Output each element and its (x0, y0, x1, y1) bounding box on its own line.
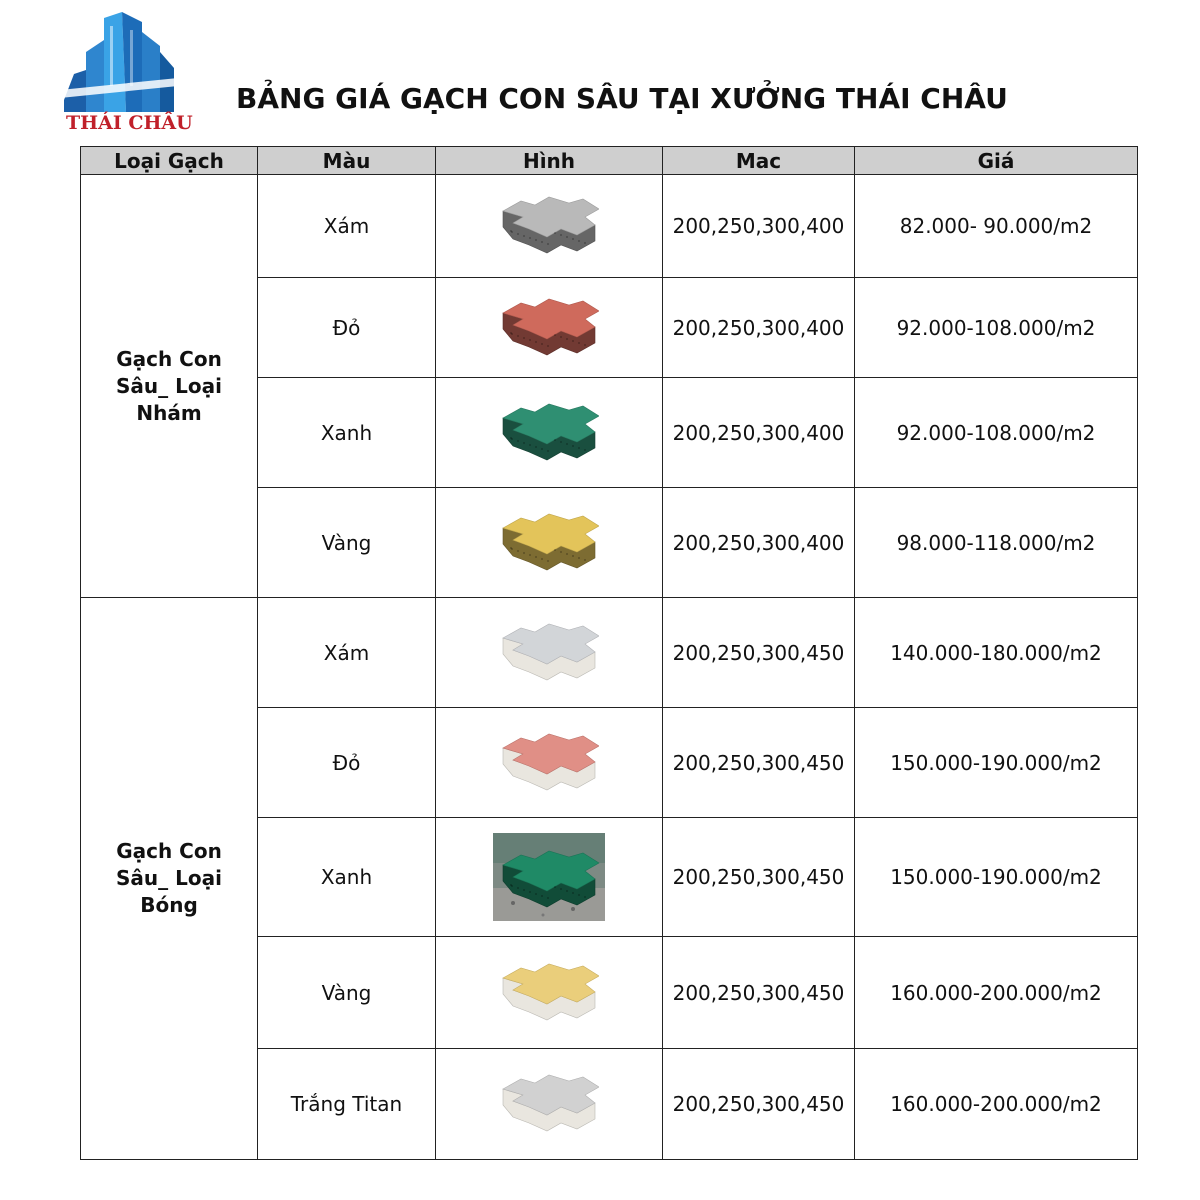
brick-icon (499, 189, 599, 263)
brick-type-cell: Gạch Con Sâu_ Loại Nhám (81, 175, 258, 598)
brick-icon (499, 1067, 599, 1141)
header-mac: Mac (663, 147, 855, 175)
brick-icon (499, 616, 599, 690)
brick-icon (493, 833, 605, 921)
brick-icon (499, 506, 599, 580)
price-cell: 82.000- 90.000/m2 (855, 175, 1138, 278)
mac-cell: 200,250,300,450 (663, 708, 855, 818)
color-cell: Xám (258, 598, 436, 708)
mac-cell: 200,250,300,450 (663, 818, 855, 937)
brick-image-cell (436, 708, 663, 818)
brick-image-cell (436, 175, 663, 278)
brick-image-cell (436, 937, 663, 1049)
building-icon (60, 12, 178, 112)
page-title: BẢNG GIÁ GẠCH CON SÂU TẠI XƯỞNG THÁI CHÂU (236, 82, 1008, 115)
price-cell: 150.000-190.000/m2 (855, 818, 1138, 937)
table-row (81, 175, 1138, 278)
brick-image-cell (436, 1049, 663, 1160)
table-row (81, 598, 1138, 708)
header-type: Loại Gạch (81, 147, 258, 175)
color-cell: Đỏ (258, 278, 436, 378)
brick-icon (499, 396, 599, 470)
mac-cell: 200,250,300,400 (663, 278, 855, 378)
brick-image-cell (436, 378, 663, 488)
color-cell: Xám (258, 175, 436, 278)
logo-text: THÁI CHÂU (66, 112, 193, 134)
header-image: Hình (436, 147, 663, 175)
price-cell: 150.000-190.000/m2 (855, 708, 1138, 818)
price-cell: 92.000-108.000/m2 (855, 278, 1138, 378)
price-table (80, 146, 1138, 1160)
brick-icon (499, 291, 599, 365)
price-cell: 160.000-200.000/m2 (855, 1049, 1138, 1160)
mac-cell: 200,250,300,450 (663, 1049, 855, 1160)
mac-cell: 200,250,300,450 (663, 937, 855, 1049)
mac-cell: 200,250,300,400 (663, 378, 855, 488)
header-price: Giá (855, 147, 1138, 175)
color-cell: Vàng (258, 488, 436, 598)
brick-image-cell (436, 278, 663, 378)
color-cell: Đỏ (258, 708, 436, 818)
header-color: Màu (258, 147, 436, 175)
color-cell: Vàng (258, 937, 436, 1049)
table-header-row (81, 147, 1138, 175)
mac-cell: 200,250,300,400 (663, 175, 855, 278)
mac-cell: 200,250,300,400 (663, 488, 855, 598)
color-cell: Xanh (258, 378, 436, 488)
brick-type-cell: Gạch Con Sâu_ Loại Bóng (81, 598, 258, 1160)
brick-image-cell (436, 598, 663, 708)
price-cell: 92.000-108.000/m2 (855, 378, 1138, 488)
brick-image-cell (436, 488, 663, 598)
brick-image-cell (436, 818, 663, 937)
brick-icon (499, 956, 599, 1030)
color-cell: Xanh (258, 818, 436, 937)
color-cell: Trắng Titan (258, 1049, 436, 1160)
price-cell: 98.000-118.000/m2 (855, 488, 1138, 598)
price-cell: 160.000-200.000/m2 (855, 937, 1138, 1049)
brick-icon (499, 726, 599, 800)
price-cell: 140.000-180.000/m2 (855, 598, 1138, 708)
table-body (81, 175, 1138, 1160)
mac-cell: 200,250,300,450 (663, 598, 855, 708)
